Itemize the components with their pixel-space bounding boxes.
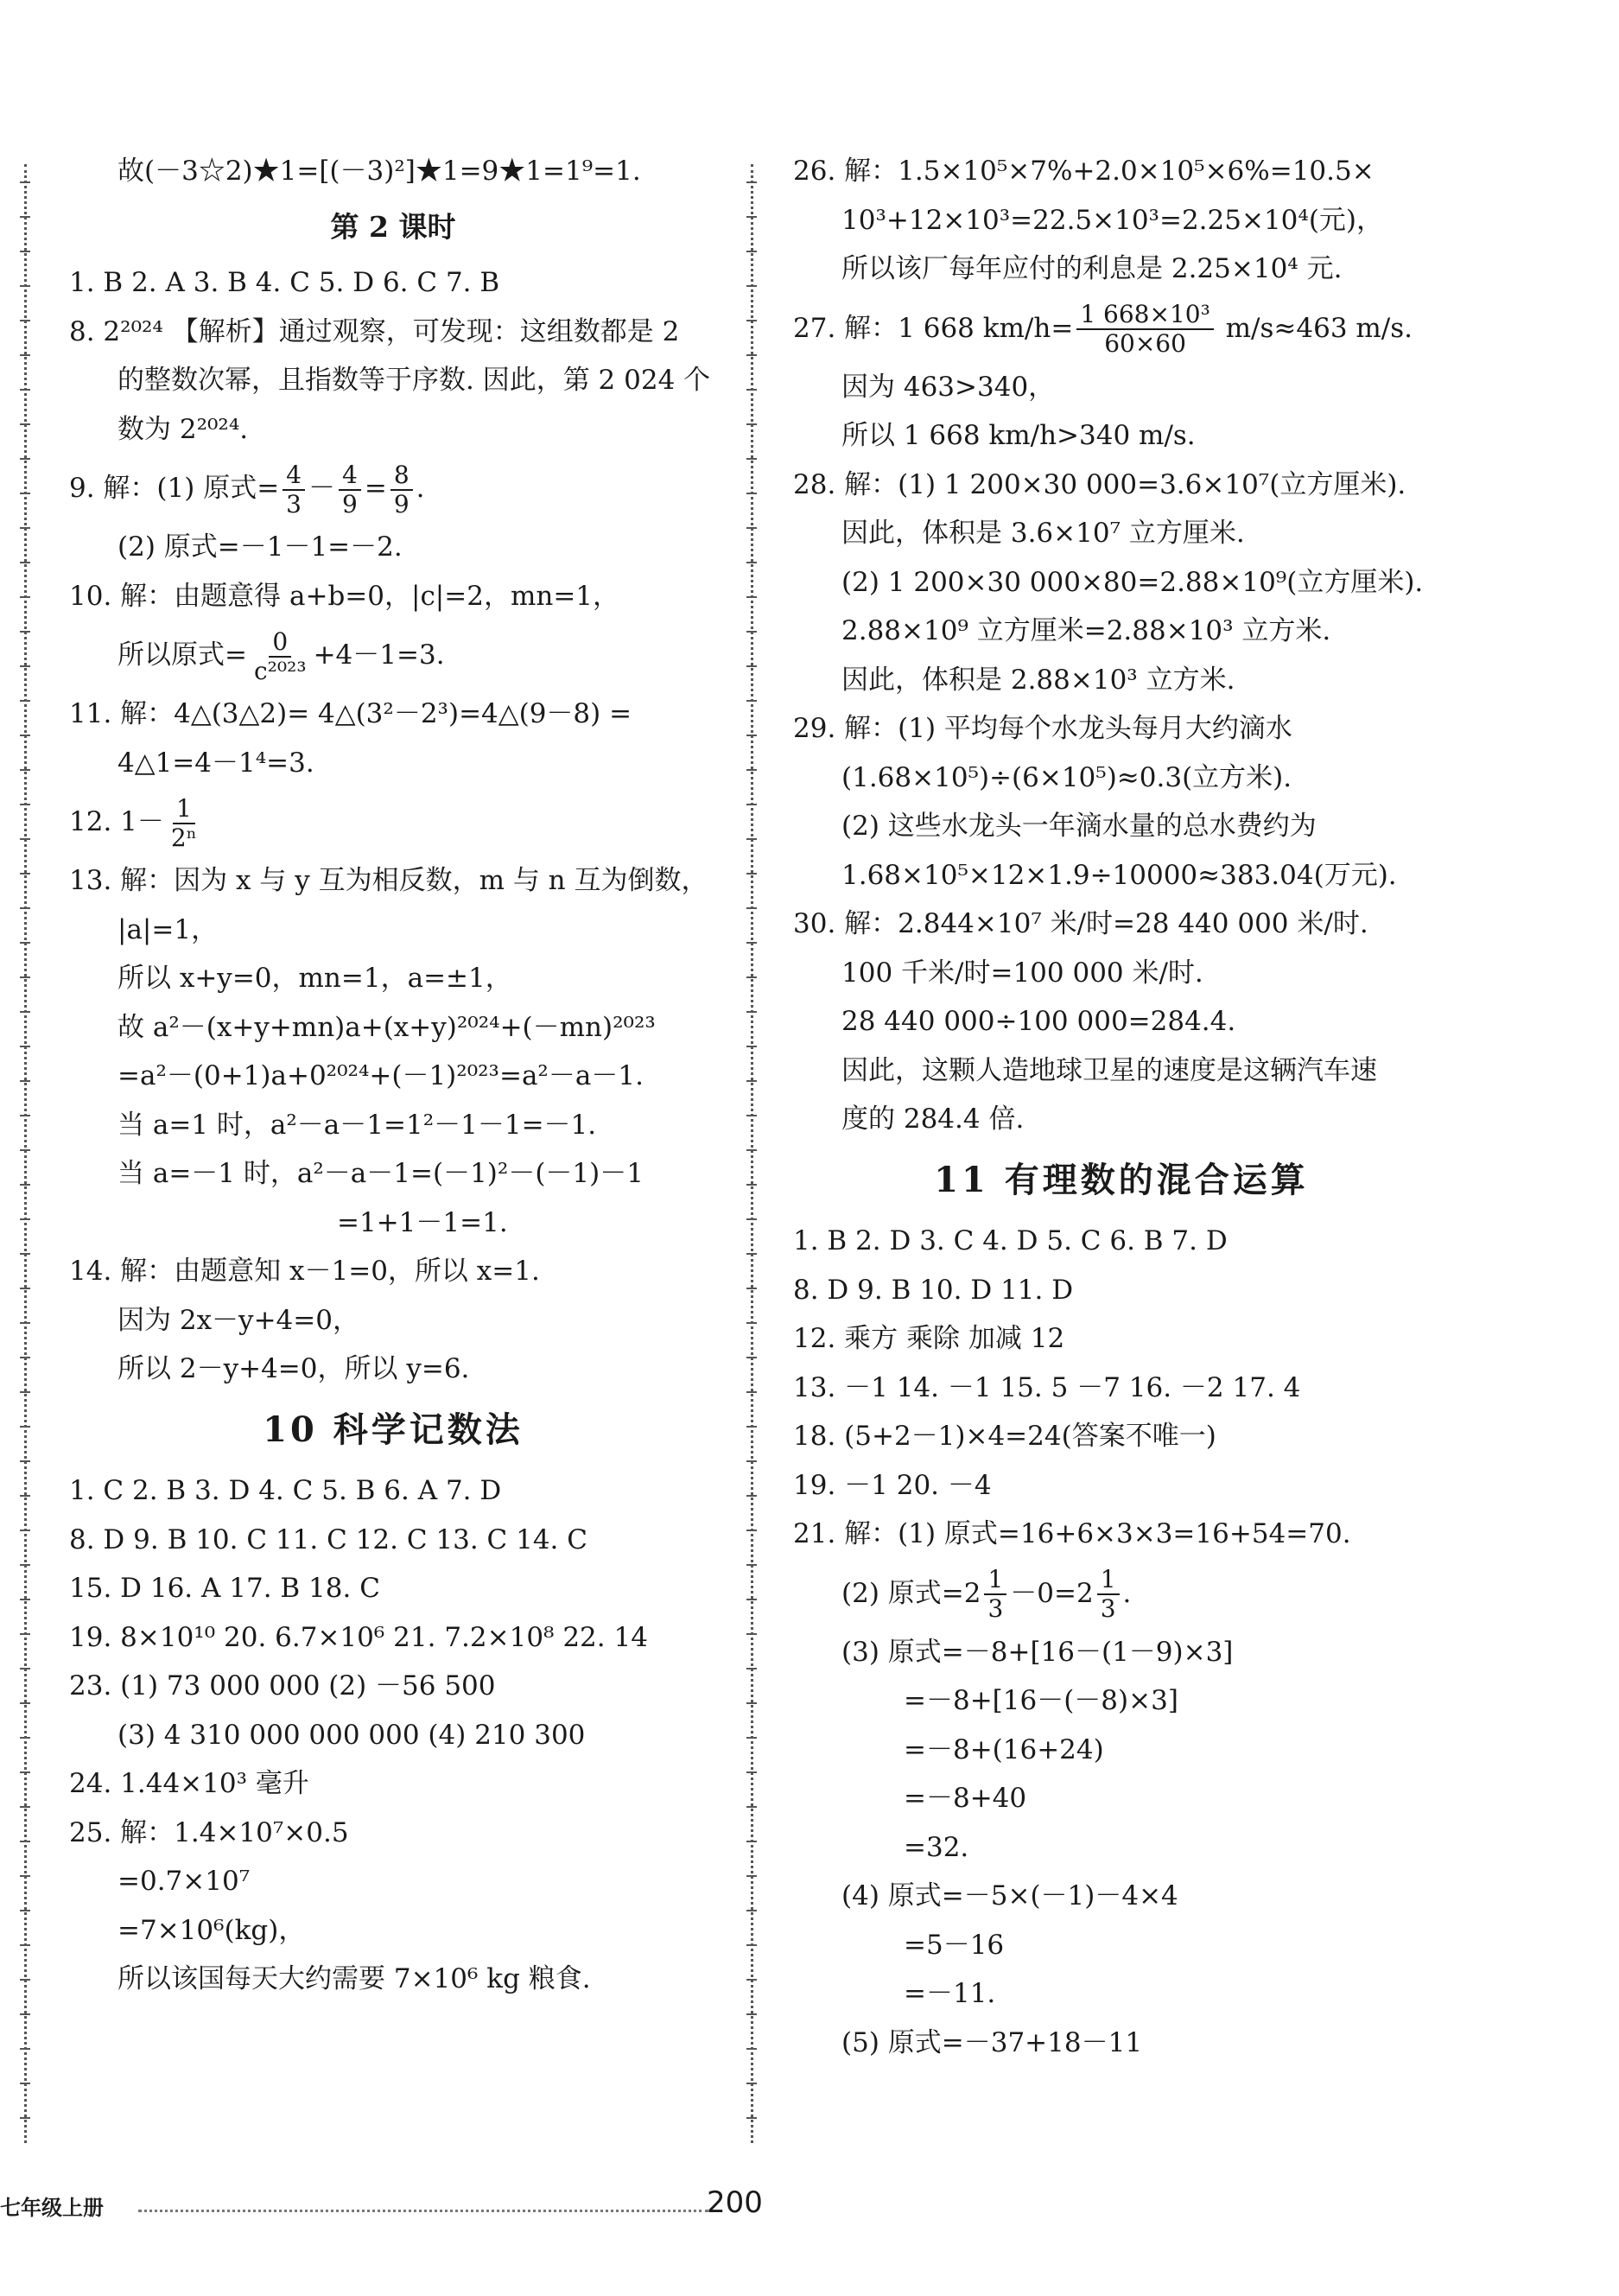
cut-line-tick [746, 1806, 757, 1808]
cut-line-tick [746, 596, 757, 598]
numerator: 4 [339, 461, 361, 491]
answer-line: 29. 解：(1) 平均每个水龙头每月大约滴水 [793, 713, 1292, 744]
text-line: =7×10⁶(kg)， [117, 1914, 306, 1946]
text-line: 100 千米/时=100 000 米/时. [841, 957, 1203, 989]
cut-line-tick [746, 1426, 757, 1428]
cut-line-tick [746, 1737, 757, 1739]
cut-line-tick [746, 285, 757, 287]
cut-line-tick [746, 1979, 757, 1981]
cut-line-tick [746, 735, 757, 736]
text: －0=2 [1010, 1577, 1094, 1609]
binding-cut-line-middle [751, 164, 753, 2143]
cut-line-tick [20, 700, 30, 702]
answer-line: 30. 解：2.844×10⁷ 米/时=28 440 000 米/时. [793, 908, 1368, 939]
cut-line-tick [746, 1530, 757, 1531]
cut-line-tick [746, 1011, 757, 1013]
right-column [793, 147, 1450, 2067]
cut-line-tick [746, 1875, 757, 1877]
cut-line-tick [746, 1910, 757, 1911]
answer-line: 23. (1) 73 000 000 (2) －56 500 [69, 1670, 496, 1701]
answer-line: 19. 8×10¹⁰ 20. 6.7×10⁶ 21. 7.2×10⁸ 22. 14 [69, 1621, 648, 1653]
cut-line-tick [20, 458, 30, 460]
text-line: (3) 原式=－8+[16－(1－9)×3] [841, 1636, 1234, 1668]
text-line: 28 440 000÷100 000=284.4. [841, 1006, 1236, 1037]
cut-line-tick [20, 320, 30, 321]
text-line: (4) 原式=－5×(－1)－4×4 [841, 1880, 1178, 1911]
text: － [308, 473, 335, 504]
cut-line-tick [20, 1495, 30, 1497]
text-line: 故(－3☆2)★1=[(－3)²]★1=9★1=1⁹=1. [117, 156, 641, 187]
text-line: (2) 这些水龙头一年滴水量的总水费约为 [841, 811, 1317, 842]
answer-line: 18. (5+2－1)×4=24(答案不唯一) [793, 1421, 1216, 1452]
answer-line: 25. 解：1.4×10⁷×0.5 [69, 1816, 349, 1848]
text-line: 1.68×10⁵×12×1.9÷10000≈383.04(万元). [841, 859, 1397, 891]
cut-line-tick [20, 907, 30, 909]
text-line: 因为 2x－y+4=0， [117, 1304, 359, 1336]
cut-line-tick [746, 423, 757, 425]
cut-line-tick [20, 423, 30, 425]
text-line: (3) 4 310 000 000 000 (4) 210 300 [117, 1719, 586, 1751]
cut-line-tick [746, 1944, 757, 1946]
cut-line-tick [20, 2083, 30, 2084]
cut-line-tick [746, 1218, 757, 1220]
answer-line: 8. D 9. B 10. C 11. C 12. C 13. C 14. C [69, 1523, 587, 1555]
text-line: 数为 2²⁰²⁴. [117, 413, 249, 445]
cut-line-tick [20, 1046, 30, 1047]
cut-line-tick [20, 1702, 30, 1704]
text-line: =－8+40 [904, 1783, 1027, 1814]
denominator: 3 [286, 489, 302, 518]
cut-line-tick [746, 1633, 757, 1635]
cut-line-tick [20, 2117, 30, 2119]
cut-line-tick [746, 769, 757, 771]
text-line: =a²－(0+1)a+0²⁰²⁴+(－1)²⁰²³=a²－a－1. [117, 1060, 644, 1091]
cut-line-tick [20, 1806, 30, 1808]
numerator: 4 [283, 461, 305, 491]
text-line: 所以 2－y+4=0，所以 y=6. [117, 1353, 470, 1384]
denominator: 9 [342, 489, 358, 518]
cut-line-tick [746, 665, 757, 667]
cut-line-tick [20, 1633, 30, 1635]
text-line: 所以 x+y=0，mn=1，a=±1， [117, 963, 512, 994]
text-line: =0.7×10⁷ [117, 1866, 251, 1897]
cut-line-tick [746, 700, 757, 702]
text-line: 度的 284.4 倍. [841, 1103, 1025, 1135]
section-heading: 10 科学记数法 [263, 1409, 524, 1450]
answer-line-with-fraction [793, 294, 1450, 363]
text-line: 当 a=1 时，a²－a－1=1²－1－1=－1. [117, 1109, 597, 1141]
text-line: |a|=1， [117, 913, 219, 945]
cut-line-tick [20, 1218, 30, 1220]
cut-line-tick [20, 2048, 30, 2050]
denominator: 60×60 [1104, 329, 1186, 358]
cut-line-tick [20, 1910, 30, 1911]
cut-line-tick [20, 976, 30, 978]
numerator: 1 [173, 795, 195, 824]
text-line: =－11. [904, 1978, 996, 2009]
text-line: =32. [904, 1831, 969, 1863]
cut-line-tick [746, 804, 757, 805]
text: (2) 原式=2 [841, 1577, 981, 1609]
text-line: 所以该厂每年应付的利息是 2.25×10⁴ 元. [841, 253, 1343, 284]
page-number: 200 [707, 2185, 763, 2220]
cut-line-tick [20, 1771, 30, 1773]
text-line: 因此，体积是 3.6×10⁷ 立方厘米. [841, 518, 1245, 549]
text-line: =1+1－1=1. [337, 1206, 508, 1238]
cut-line-tick [20, 1184, 30, 1186]
cut-line-tick [20, 665, 30, 667]
cut-line-tick [746, 1771, 757, 1773]
fraction [390, 461, 413, 518]
text: = [364, 473, 387, 504]
text-line: (2) 1 200×30 000×80=2.88×10⁹(立方厘米). [841, 566, 1424, 598]
cut-line-tick [746, 1046, 757, 1047]
cut-line-tick [20, 1426, 30, 1428]
cut-line-tick [20, 631, 30, 633]
text: 27. 解：1 668 km/h= [793, 312, 1074, 344]
fraction [1097, 1566, 1120, 1623]
cut-line-tick [20, 527, 30, 529]
cut-line-tick [746, 2083, 757, 2084]
cut-line-tick [20, 1011, 30, 1013]
answer-line-with-fraction [69, 787, 717, 856]
answer-line-with-fraction [69, 454, 717, 523]
cut-line-tick [20, 873, 30, 875]
left-column [69, 147, 717, 2004]
answer-line: 12. 乘方 乘除 加减 12 [793, 1323, 1065, 1354]
cut-line-tick [746, 1841, 757, 1842]
numerator: 1 [984, 1566, 1006, 1595]
cut-line-tick [20, 1357, 30, 1358]
denominator: 3 [1100, 1594, 1116, 1623]
answer-line: 24. 1.44×10³ 毫升 [69, 1768, 309, 1799]
text: . [416, 473, 425, 504]
cut-line-tick [20, 1253, 30, 1255]
cut-line-tick [746, 631, 757, 633]
answer-line: 1. C 2. B 3. D 4. C 5. B 6. A 7. D [69, 1475, 502, 1506]
page-footer [0, 2185, 1619, 2234]
cut-line-tick [746, 1184, 757, 1186]
numerator: 1 [1097, 1566, 1120, 1595]
cut-line-tick [746, 458, 757, 460]
cut-line-tick [746, 251, 757, 252]
denominator: 2ⁿ [170, 823, 197, 852]
cut-line-tick [20, 1322, 30, 1324]
cut-line-tick [746, 1599, 757, 1600]
cut-line-tick [20, 1875, 30, 1877]
cut-line-tick [20, 2013, 30, 2015]
cut-line-tick [746, 1322, 757, 1324]
answer-line: 15. D 16. A 17. B 18. C [69, 1573, 380, 1604]
cut-line-tick [20, 1149, 30, 1151]
text-line: 10³+12×10³=22.5×10³=2.25×10⁴(元)， [841, 204, 1384, 236]
cut-line-tick [20, 1391, 30, 1393]
cut-line-tick [20, 1080, 30, 1082]
cut-line-tick [746, 838, 757, 840]
answer-line: 26. 解：1.5×10⁵×7%+2.0×10⁵×6%=10.5× [793, 156, 1375, 187]
cut-line-tick [746, 1080, 757, 1082]
cut-line-tick [20, 1979, 30, 1981]
text-line: (2) 原式=－1－1=－2. [117, 531, 403, 563]
footer-dotted-rule [138, 2210, 708, 2212]
cut-line-tick [20, 1599, 30, 1600]
cut-line-tick [746, 2013, 757, 2015]
cut-line-tick [20, 181, 30, 183]
text-line: 2.88×10⁹ 立方厘米=2.88×10³ 立方米. [841, 615, 1331, 646]
denominator: 3 [987, 1594, 1004, 1623]
section-heading: 11 有理数的混合运算 [934, 1159, 1309, 1200]
text: 12. 1－ [69, 806, 164, 837]
answer-line: 10. 解：由题意得 a+b=0，|c|=2，mn=1， [69, 580, 620, 612]
answer-line: 8. 2²⁰²⁴ 【解析】通过观察，可发现：这组数都是 2 [69, 315, 680, 347]
cut-line-tick [20, 562, 30, 563]
text-line: =－8+(16+24) [904, 1733, 1104, 1765]
cut-line-tick [20, 596, 30, 598]
cut-line-tick [20, 1115, 30, 1116]
binding-cut-line-left [24, 164, 27, 2143]
cut-line-tick [746, 216, 757, 218]
fraction [984, 1566, 1006, 1623]
fraction [339, 461, 361, 518]
answer-line: 28. 解：(1) 1 200×30 000=3.6×10⁷(立方厘米). [793, 468, 1406, 500]
text-line: 因此，体积是 2.88×10³ 立方米. [841, 664, 1235, 696]
text: . [1122, 1577, 1132, 1609]
grade-label: 七年级上册 [0, 2196, 104, 2220]
cut-line-tick [746, 907, 757, 909]
cut-line-tick [746, 1564, 757, 1566]
cut-line-tick [20, 285, 30, 287]
text: 9. 解：(1) 原式= [69, 473, 280, 504]
cut-line-tick [746, 1288, 757, 1289]
text: m/s≈463 m/s. [1216, 312, 1413, 344]
cut-line-tick [746, 354, 757, 356]
cut-line-tick [746, 1391, 757, 1393]
denominator: 9 [393, 489, 410, 518]
text-line: (1.68×10⁵)÷(6×10⁵)≈0.3(立方米). [841, 761, 1292, 793]
cut-line-tick [20, 1668, 30, 1670]
cut-line-tick [20, 1737, 30, 1739]
cut-line-tick [746, 1702, 757, 1704]
cut-line-tick [20, 251, 30, 252]
text-line: (5) 原式=－37+18－11 [841, 2026, 1143, 2058]
cut-line-tick [746, 389, 757, 391]
cut-line-tick [20, 354, 30, 356]
text-line-with-fraction [69, 620, 717, 690]
cut-line-tick [746, 527, 757, 529]
answer-line: 13. 解：因为 x 与 y 互为相反数，m 与 n 互为倒数， [69, 865, 708, 896]
cut-line-tick [746, 976, 757, 978]
cut-line-tick [20, 1460, 30, 1462]
fraction [1076, 301, 1213, 358]
text-line: 所以该国每天大约需要 7×10⁶ kg 粮食. [117, 1963, 591, 1994]
answer-line: 8. D 9. B 10. D 11. D [793, 1274, 1074, 1306]
denominator: c²⁰²³ [253, 656, 307, 685]
answer-line: 19. －1 20. －4 [793, 1469, 992, 1501]
text-line: 4△1=4－1⁴=3. [117, 747, 314, 779]
cut-line-tick [746, 873, 757, 875]
fraction [168, 795, 200, 852]
cut-line-tick [746, 1460, 757, 1462]
cut-line-tick [746, 1115, 757, 1116]
numerator: 8 [390, 461, 413, 491]
cut-line-tick [20, 1530, 30, 1531]
answer-line: 21. 解：(1) 原式=16+6×3×3=16+54=70. [793, 1518, 1351, 1549]
text: 所以原式= [117, 639, 247, 671]
cut-line-tick [746, 2048, 757, 2050]
cut-line-tick [20, 769, 30, 771]
cut-line-tick [20, 493, 30, 494]
cut-line-tick [746, 181, 757, 183]
text-line: =5－16 [904, 1929, 1005, 1961]
lesson-heading: 第 2 课时 [330, 209, 456, 244]
answer-line: 14. 解：由题意知 x－1=0，所以 x=1. [69, 1256, 540, 1287]
text-line: 因为 463>340， [841, 371, 1056, 403]
cut-line-tick [746, 320, 757, 321]
text-line: 因此，这颗人造地球卫星的速度是这辆汽车速 [841, 1054, 1377, 1086]
cut-line-tick [746, 493, 757, 494]
answer-line: 1. B 2. D 3. C 4. D 5. C 6. B 7. D [793, 1225, 1228, 1256]
answer-line: 11. 解：4△(3△2)= 4△(3²－2³)=4△(9－8) = [69, 698, 632, 729]
text-line: 的整数次幂，且指数等于序数. 因此，第 2 024 个 [117, 365, 711, 396]
numerator: 0 [269, 628, 291, 658]
cut-line-tick [746, 1357, 757, 1358]
cut-line-tick [20, 735, 30, 736]
cut-line-tick [20, 389, 30, 391]
cut-line-tick [20, 942, 30, 944]
text-line: 所以 1 668 km/h>340 m/s. [841, 420, 1196, 451]
cut-line-tick [20, 1841, 30, 1842]
cut-line-tick [746, 942, 757, 944]
cut-line-tick [20, 1288, 30, 1289]
cut-line-tick [20, 1944, 30, 1946]
cut-line-tick [20, 1564, 30, 1566]
cut-line-tick [20, 838, 30, 840]
cut-line-tick [746, 1149, 757, 1151]
text-line: 故 a²－(x+y+mn)a+(x+y)²⁰²⁴+(－mn)²⁰²³ [117, 1011, 656, 1043]
answer-line: 13. －1 14. －1 15. 5 －7 16. －2 17. 4 [793, 1371, 1301, 1403]
text: +4－1=3. [313, 639, 445, 671]
fraction [251, 628, 310, 685]
cut-line-tick [746, 1253, 757, 1255]
fraction [283, 461, 305, 518]
cut-line-tick [20, 804, 30, 805]
cut-line-tick [746, 1668, 757, 1670]
text-line: =－8+[16－(－8)×3] [904, 1685, 1178, 1716]
text-line-with-fraction [793, 1559, 1450, 1628]
cut-line-tick [746, 2117, 757, 2119]
cut-line-tick [746, 562, 757, 563]
answer-line: 1. B 2. A 3. B 4. C 5. D 6. C 7. B [69, 267, 500, 298]
cut-line-tick [746, 1495, 757, 1497]
numerator: 1 668×10³ [1076, 301, 1213, 330]
text-line: 当 a=－1 时，a²－a－1=(－1)²－(－1)－1 [117, 1158, 644, 1189]
cut-line-tick [20, 216, 30, 218]
